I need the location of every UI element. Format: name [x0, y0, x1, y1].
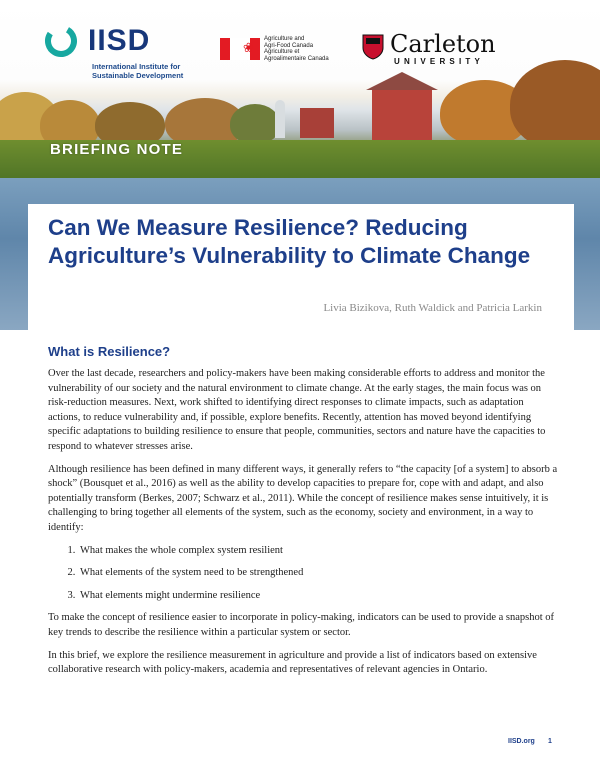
- iisd-wordmark: IISD: [88, 24, 151, 57]
- iisd-ring-icon: [44, 24, 78, 58]
- paragraph: Over the last decade, researchers and policy-makers have been making considerable efforts to address and monitor the vulnerability of our society and the natural environment to climate change. At the early stages, the main focus was on risk-reduction measures. Next, work shifted to identifying direct responses to climate impacts, such as adaptation actions, to reduce vulnerability and, if possible, explore benefits. Recently, attention has moved beyond identifying specific adaptations to building resilience to ensure that people, communities, sectors and nature have the capacities to respond to whatever stresses arise.: [48, 368, 546, 452]
- document-title: Can We Measure Resilience? Reducing Agriculture’s Vulnerability to Climate Change: [48, 215, 531, 268]
- paragraph: In this brief, we explore the resilience measurement in agriculture and provide a list of indicators based on extensive collaborative research with policy-makers, academia and representatives of relevant agencies in Ontario.: [48, 649, 537, 676]
- content-panel: [28, 204, 574, 776]
- paragraph: To make the concept of resilience easier to incorporate in policy-making, indicators can be used to provide a snapshot of key trends to describe the resilience within a particular system or sector.: [48, 612, 555, 638]
- carleton-subtitle: UNIVERSITY: [394, 57, 485, 66]
- silo: [275, 100, 285, 138]
- carleton-name: Carleton: [390, 30, 496, 58]
- aafc-line: Agriculture and: [264, 36, 305, 42]
- aafc-text: [264, 36, 374, 62]
- canada-flag-icon: ❀: [220, 38, 260, 60]
- section-heading: What is Resilience?: [48, 344, 171, 359]
- carleton-shield-icon: [362, 34, 384, 60]
- logo-bar: [0, 0, 600, 96]
- page-footer: [0, 738, 600, 752]
- aafc-line: Agroalimentaire Canada: [264, 55, 329, 62]
- paragraph: Although resilience has been defined in many different ways, it generally refers to “the capacity [of a system] to absorb a shock” (Bousquet et al., 2016) as well as the ability to develop capacities to prepare for, cope with and adapt, and also potentially transform (Berkes, 2007; Schwarz et al., 2011). While the concept of resilience makes sense intuitively, it is challenging to bring together all elements of the system, such as the economy, society and environment, in a way to identify:: [48, 463, 558, 533]
- list-item: 3. What elements might undermine resilience: [78, 589, 558, 604]
- tree: [230, 104, 280, 144]
- aafc-line: Agri-Food Canada: [264, 42, 314, 49]
- page-number: 1: [548, 738, 552, 745]
- barn: [300, 108, 334, 138]
- list-item: 1. What makes the whole complex system resilient: [78, 544, 558, 559]
- numbered-list: [48, 544, 558, 604]
- footer-site-link[interactable]: IISD.org: [508, 738, 535, 745]
- iisd-subtitle: International Institute for Sustainable Development: [92, 62, 184, 80]
- briefing-note-label: BRIEFING NOTE: [50, 141, 184, 158]
- barn: [372, 88, 432, 142]
- aafc-line: Agriculture et: [264, 49, 300, 55]
- authors: Livia Bizikova, Ruth Waldick and Patricia Larkin: [323, 302, 542, 314]
- list-item: 2. What elements of the system need to be strengthened: [78, 566, 558, 581]
- body-text: [48, 367, 558, 686]
